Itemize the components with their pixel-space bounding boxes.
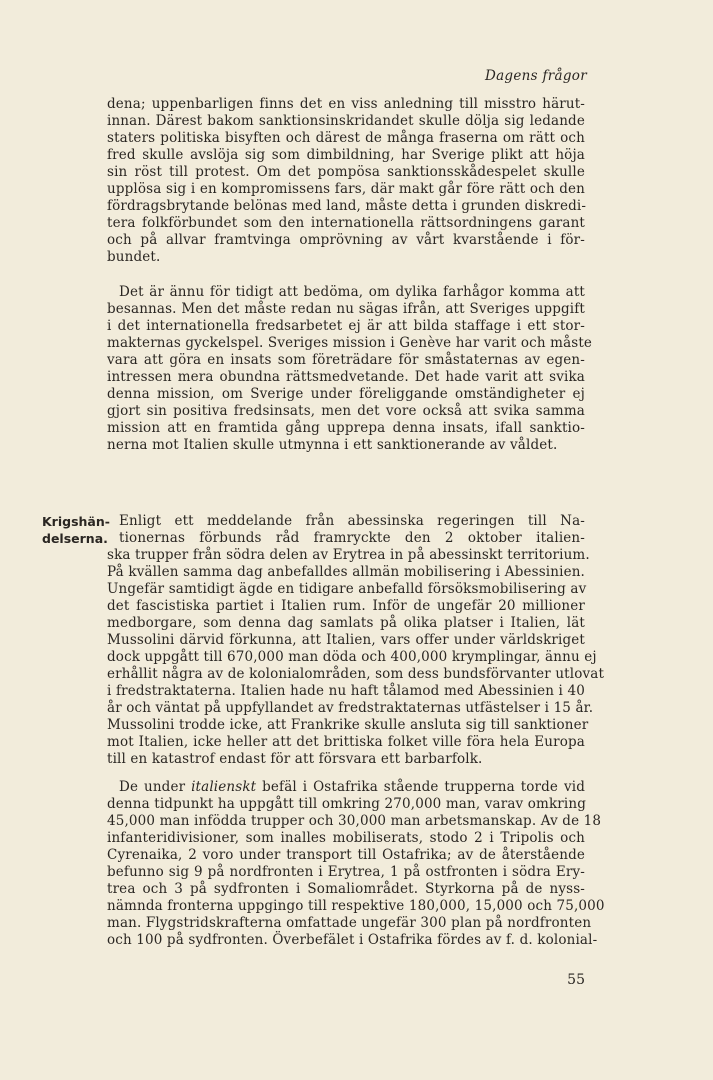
text-line: erhållit några av de kolonialområden, som dess bundsförvanter utlovat — [107, 666, 605, 682]
text-line: Enligt ett meddelande från abessinska regeringen till Na- — [119, 513, 585, 529]
text-line: De under italienskt befäl i Ostafrika stående trupperna torde vid — [119, 779, 585, 795]
running-header: Dagens frågor — [484, 68, 587, 84]
text-line: Mussolini därvid förkunna, att Italien, vars offer under världskriget — [107, 632, 585, 648]
text-line: fred skulle avslöja sig som dimbildning, har Sverige plikt att höja — [107, 147, 585, 163]
text-line: fördragsbrytande belönas med land, måste detta i grunden diskredi- — [107, 198, 587, 214]
text-line: dena; uppenbarligen finns det en viss anledning till misstro härut- — [107, 96, 585, 112]
paragraph-4 — [107, 779, 605, 949]
text-line: Det är ännu för tidigt att bedöma, om dylika farhågor komma att — [119, 284, 585, 300]
text-line: det fascistiska partiet i Italien rum. Inför de ungefär 20 millioner — [107, 598, 585, 614]
margin-heading — [42, 513, 110, 547]
text-line: nerna mot Italien skulle utmynna i ett sanktionerande av våldet. — [107, 437, 558, 453]
text-line: mot Italien, icke heller att det brittiska folket ville föra hela Europa — [107, 734, 585, 750]
margin-heading-line: delserna. — [42, 531, 108, 546]
text-line: man. Flygstridskrafterna omfattade ungefär 300 plan på nordfronten — [107, 915, 592, 931]
text-line: mission att en framtida gång upprepa denna insats, ifall sanktio- — [107, 420, 585, 436]
margin-heading-line: Krigshän- — [42, 514, 110, 529]
text-line: innan. Därest bakom sanktionsinskridandet skulle dölja sig ledande — [107, 113, 585, 129]
text-line: bundet. — [107, 249, 161, 265]
text-line: och 100 på sydfronten. Överbefälet i Ostafrika fördes av f. d. kolonial- — [107, 932, 598, 948]
text-line: upplösa sig i en kompromissens fars, där makt går före rätt och den — [107, 181, 585, 197]
text-line: dock uppgått till 670,000 man döda och 400,000 krymplingar, ännu ej — [107, 649, 597, 665]
text-line: befunno sig 9 på nordfronten i Erytrea, 1 på ostfronten i södra Ery- — [107, 864, 585, 880]
italic-word: italienskt — [191, 779, 257, 795]
paragraph-3 — [107, 513, 605, 768]
text-line: Mussolini trodde icke, att Frankrike skulle ansluta sig till sanktioner — [107, 717, 589, 733]
text-line: nämnda fronterna uppgingo till respektive 180,000, 15,000 och 75,000 — [107, 898, 605, 914]
text-line: denna mission, om Sverige under föreliggande omständigheter ej — [107, 386, 585, 402]
text-line: intressen mera obundna rättsmedvetande. Det hade varit att svika — [107, 369, 585, 385]
text-line: och på allvar framtvinga omprövning av vårt kvarstående i för- — [107, 232, 585, 248]
text-line: medborgare, som denna dag samlats på olika platser i Italien, lät — [107, 615, 585, 631]
text-line: ska trupper från södra delen av Erytrea in på abessinskt territorium. — [107, 547, 590, 563]
text-line: trea och 3 på sydfronten i Somaliområdet. Styrkorna på de nyss- — [107, 881, 585, 897]
text-line: infanteridivisioner, som inalles mobiliserats, stodo 2 i Tripolis och — [107, 830, 585, 846]
text-line: i det internationella fredsarbetet ej är att bilda staffage i ett stor- — [107, 318, 585, 334]
text-line: 45,000 man infödda trupper och 30,000 man arbetsmanskap. Av de 18 — [107, 813, 602, 829]
text-line: besannas. Men det måste redan nu sägas ifrån, att Sveriges uppgift — [107, 301, 585, 317]
text-line: tionernas förbunds råd framryckte den 2 oktober italien- — [119, 530, 585, 546]
text-line: år och väntat på uppfyllandet av fredstraktaternas utfästelser i 15 år. — [107, 700, 594, 716]
text-line: staters politiska bisyften och därest de många fraserna om rätt och — [107, 130, 585, 146]
text-line: tera folkförbundet som den internationella rättsordningens garant — [107, 215, 585, 231]
text-line: makternas gyckelspel. Sveriges mission i Genève har varit och måste — [107, 335, 593, 351]
page-number: 55 — [567, 972, 585, 988]
paragraph-1 — [107, 96, 585, 266]
text-line: till en katastrof endast för att försvara ett barbarfolk. — [107, 751, 483, 767]
paragraph-2 — [107, 284, 593, 454]
text-line: sin röst till protest. Om det pompösa sanktionsskådespelet skulle — [107, 164, 585, 180]
text-line: Cyrenaika, 2 voro under transport till Ostafrika; av de återstående — [107, 847, 585, 863]
text-line: vara att göra en insats som företrädare för småstaternas av egen- — [107, 352, 585, 368]
text-line: denna tidpunkt ha uppgått till omkring 270,000 man, varav omkring — [107, 796, 586, 812]
text-line: gjort sin positiva fredsinsats, men det vore också att svika samma — [107, 403, 585, 419]
text-line: i fredstraktaterna. Italien hade nu haft tålamod med Abessinien i 40 — [107, 683, 585, 699]
text-line: På kvällen samma dag anbefalldes allmän mobilisering i Abessinien. — [107, 564, 585, 580]
text-line: Ungefär samtidigt ägde en tidigare anbefalld försöksmobilisering av — [107, 581, 587, 597]
